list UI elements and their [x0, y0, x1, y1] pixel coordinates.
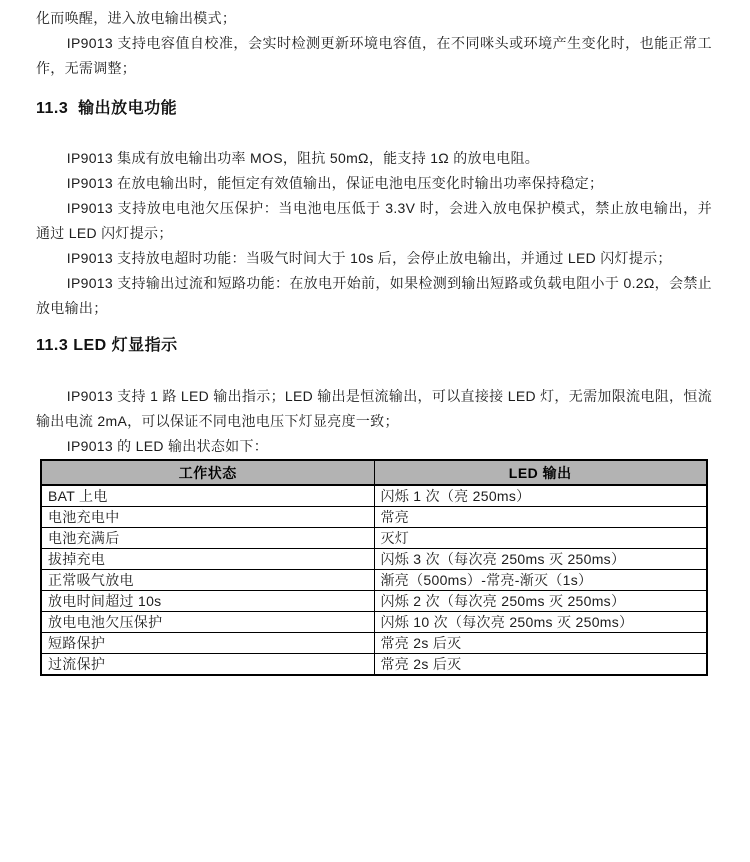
table-header-work-state: 工作状态 — [41, 460, 374, 485]
table-cell-led-output: 渐亮（500ms）-常亮-渐灭（1s） — [374, 570, 707, 591]
table-row — [41, 633, 707, 654]
paragraph-overcurrent-short: IP9013 支持输出过流和短路功能：在放电开始前，如果检测到输出短路或负载电阻小于 0.2Ω，会禁止放电输出； — [36, 275, 712, 316]
section-heading-output-discharge: 11.3 输出放电功能 — [36, 100, 178, 117]
table-row — [41, 485, 707, 507]
table-header-row — [41, 460, 707, 485]
paragraph-led-output: IP9013 支持 1 路 LED 输出指示；LED 输出是恒流输出，可以直接接 LED 灯，无需加限流电阻，恒流输出电流 2mA，可以保证不同电池电压下灯显亮度一致； — [36, 388, 712, 429]
table-cell-led-output: 常亮 2s 后灭 — [374, 633, 707, 654]
table-cell-work-state: BAT 上电 — [41, 485, 374, 507]
table-cell-led-output: 灭灯 — [374, 528, 707, 549]
paragraph-timeout-function: IP9013 支持放电超时功能：当吸气时间大于 10s 后，会停止放电输出，并通过 LED 闪灯提示； — [66, 250, 672, 266]
table-cell-led-output: 闪烁 10 次（每次亮 250ms 灭 250ms） — [374, 612, 707, 633]
table-cell-led-output: 闪烁 1 次（亮 250ms） — [374, 485, 707, 507]
table-cell-led-output: 常亮 2s 后灭 — [374, 654, 707, 676]
table-row — [41, 549, 707, 570]
table-row — [41, 528, 707, 549]
table-cell-work-state: 正常吸气放电 — [41, 570, 374, 591]
table-cell-led-output: 闪烁 3 次（每次亮 250ms 灭 250ms） — [374, 549, 707, 570]
table-row — [41, 654, 707, 676]
paragraph-continuation: 化而唤醒，进入放电输出模式； — [36, 10, 237, 26]
paragraph-discharge-mos: IP9013 集成有放电输出功率 MOS，阻抗 50mΩ，能支持 1Ω 的放电电阻。 — [66, 150, 540, 166]
table-cell-work-state: 短路保护 — [41, 633, 374, 654]
table-cell-led-output: 闪烁 2 次（每次亮 250ms 灭 250ms） — [374, 591, 707, 612]
led-status-table — [40, 459, 708, 676]
paragraph-undervoltage-protection: IP9013 支持放电电池欠压保护：当电池电压低于 3.3V 时，会进入放电保护模式，禁止放电输出，并通过 LED 闪灯提示； — [36, 200, 712, 241]
table-cell-led-output: 常亮 — [374, 507, 707, 528]
table-header-led-output: LED 输出 — [374, 460, 707, 485]
table-row — [41, 570, 707, 591]
table-cell-work-state: 放电电池欠压保护 — [41, 612, 374, 633]
led-status-table-body — [41, 485, 707, 675]
table-cell-work-state: 电池充满后 — [41, 528, 374, 549]
table-cell-work-state: 过流保护 — [41, 654, 374, 676]
table-row — [41, 612, 707, 633]
table-cell-work-state: 放电时间超过 10s — [41, 591, 374, 612]
table-row — [41, 507, 707, 528]
table-cell-work-state: 拔掉充电 — [41, 549, 374, 570]
paragraph-constant-rms: IP9013 在放电输出时，能恒定有效值输出，保证电池电压变化时输出功率保持稳定； — [66, 175, 604, 191]
paragraph-led-status-intro: IP9013 的 LED 输出状态如下： — [66, 438, 269, 454]
paragraph-capacitance-calibration: IP9013 支持电容值自校准，会实时检测更新环境电容值，在不同咪头或环境产生变化时，也能正常工作，无需调整； — [36, 35, 712, 76]
table-cell-work-state: 电池充电中 — [41, 507, 374, 528]
table-row — [41, 591, 707, 612]
section-heading-led-indicator: 11.3 LED 灯显指示 — [36, 337, 178, 354]
